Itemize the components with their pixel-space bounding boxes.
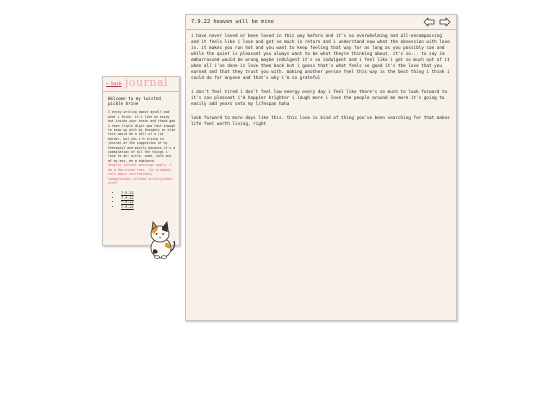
journal-logo: journal: [125, 76, 169, 89]
content-warning: General content warnings apply. i am a depressed teen. its probably talk about suicide/body image/weight-related anxiety/other stuff: [108, 163, 174, 185]
entry-list: [121, 191, 179, 209]
post-paragraph: i have never loved or been loved in this way before and it's so overwhelming and all-encompassing and it feels like i love and get so much in return and i understand now what the obsession with love is. it makes you run hot and you want to keep feeling that way for as long as you possibly can and while the quiet is pleasant you always want to be what theyre thinking about. it's so... to say im embarrassed would be wrong maybe indulgent it's so indulgent and i feel like i get so much out of it when all i've done is love them back but i guess that's what feels so good it's the love that you earned and that they trust you with. making another person feel this way is the best thing i think i could do for anyone and that's why i'm so grateful: [191, 34, 450, 81]
arrow-left-icon[interactable]: [423, 17, 435, 27]
post-paragraph: i don't feel tired i don't feel low energy every day i feel like there's so much to look forward to it's soo pleasant i'm happier brighter i laugh more i love the people around me more it's going to easily add years onto my lifespan haha: [191, 90, 448, 107]
intro-text: I enjoy writing about myself and what i think. it's like an essay but inside your brain and thank god i have triple digit wpm fast enough to keep up with my thoughts or else this would be a hell of a lot harder. but yes i'm trying to journal at the suggestion of my therapist and mostly because it's a combination of all the things i love to do: write, code, talk out of my ass, be a audience: [108, 110, 176, 163]
arrow-right-icon[interactable]: [439, 17, 451, 27]
calico-cat-icon: [145, 221, 177, 259]
welcome-text: Welcome to my twisted pickle brine: [108, 96, 161, 107]
post-header: [186, 15, 456, 30]
entry-link[interactable]: • 7.9.22: [121, 200, 179, 205]
post-paragraph: look forward to more days like this. this love is kind of thing you've been searching for that makes life feel worth living, right: [191, 116, 450, 127]
post-body: [186, 30, 456, 128]
entry-link[interactable]: • 7.9.22: [121, 205, 179, 210]
entry-link[interactable]: • 7.9.22: [121, 191, 179, 196]
post-title: 7.9.22 heaven will be mine: [191, 19, 274, 25]
sidebar-header: [103, 77, 179, 92]
sidebar-panel: [102, 76, 180, 246]
post-window: [185, 14, 457, 321]
entry-link[interactable]: • 7.9.22: [121, 196, 179, 201]
back-link[interactable]: ← back: [106, 81, 122, 86]
